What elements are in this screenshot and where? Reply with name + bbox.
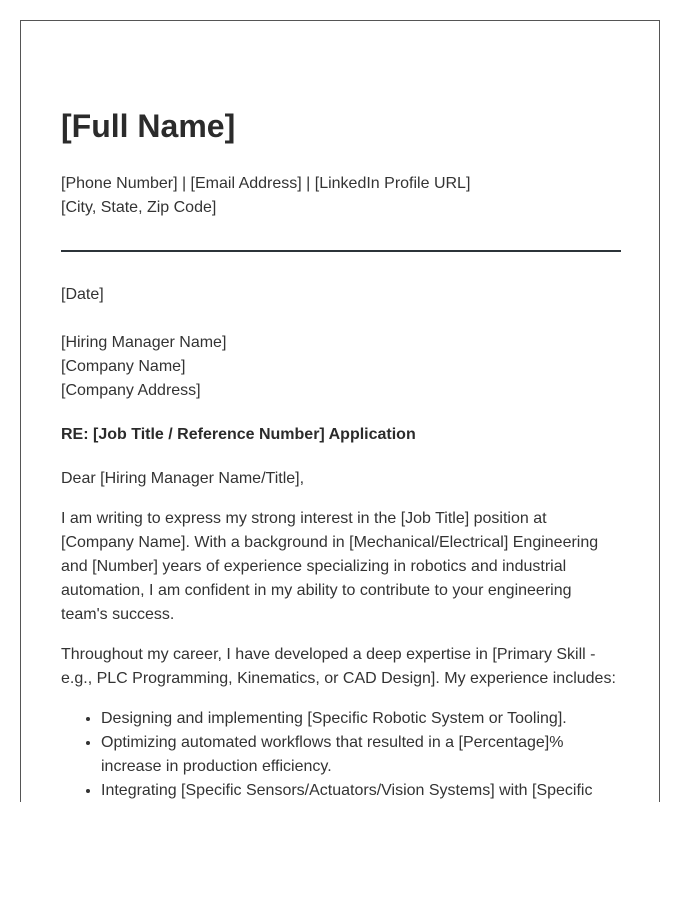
- contact-line-1: [Phone Number] | [Email Address] | [LinkedIn Profile URL]: [61, 175, 471, 192]
- recipient-block: [61, 331, 621, 403]
- letter-date: [Date]: [61, 286, 104, 303]
- list-item: • Designing and implementing [Specific Robotic System or Tooling].: [101, 707, 621, 731]
- contact-block: [61, 172, 621, 220]
- salutation: Dear [Hiring Manager Name/Title],: [61, 470, 305, 487]
- paragraph-intro: I am writing to express my strong interest in the [Job Title] position at [Company Name]. With a background in [Mechanical/Electrical] Engineering and [Number] years of experience specializing in robotics and industrial automation, I am confident in my ability to contribute to your engineering team's success.: [61, 510, 599, 623]
- experience-list: [61, 707, 621, 802]
- header-divider: [61, 250, 621, 252]
- recipient-address: [Company Address]: [61, 382, 201, 399]
- list-item: • Integrating [Specific Sensors/Actuators/Vision Systems] with [Specific: [101, 779, 621, 802]
- recipient-company: [Company Name]: [61, 358, 186, 375]
- list-item: • Optimizing automated workflows that resulted in a [Percentage]% increase in production efficiency.: [101, 731, 621, 779]
- letter-page: [20, 20, 660, 802]
- recipient-name: [Hiring Manager Name]: [61, 334, 227, 351]
- letter-content: [61, 108, 621, 802]
- paragraph-experience: Throughout my career, I have developed a deep expertise in [Primary Skill - e.g., PLC Programming, Kinematics, or CAD Design]. My experience includes:: [61, 646, 616, 687]
- contact-line-2: [City, State, Zip Code]: [61, 199, 217, 216]
- full-name-heading: [Full Name]: [61, 108, 236, 144]
- re-line: RE: [Job Title / Reference Number] Application: [61, 426, 416, 443]
